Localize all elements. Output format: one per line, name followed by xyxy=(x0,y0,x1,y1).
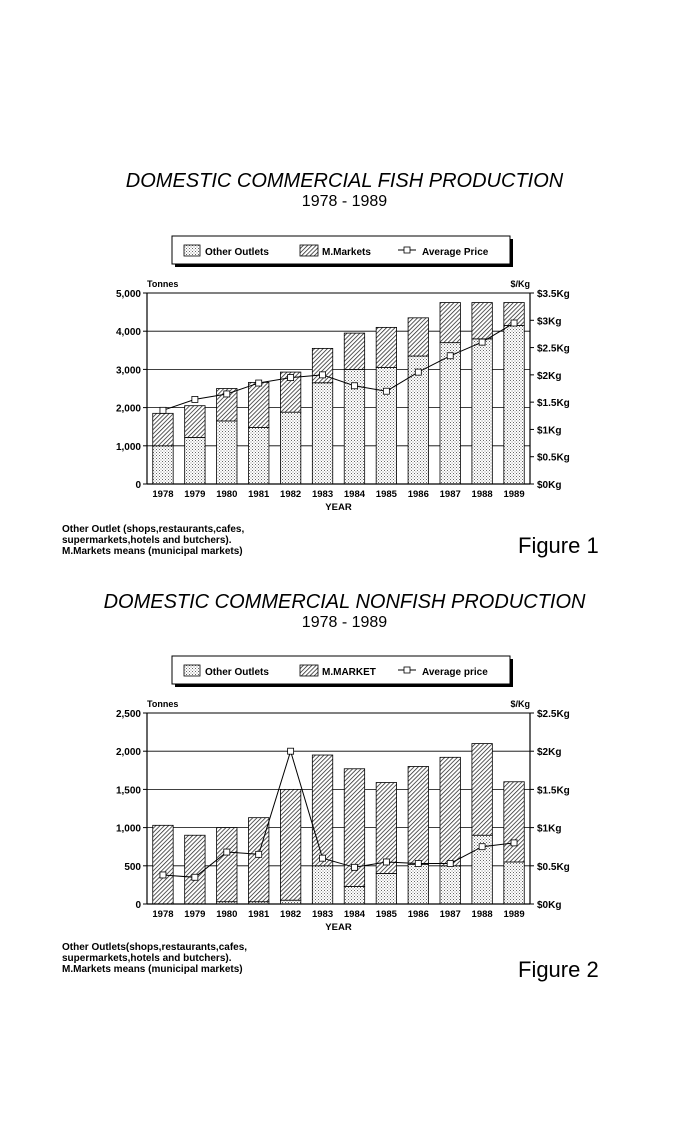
chart2-subtitle: 1978 - 1989 xyxy=(301,614,388,631)
bar-municipal-markets xyxy=(472,744,492,836)
bar-municipal-markets xyxy=(408,318,428,356)
bar-other-outlets xyxy=(440,866,460,904)
legend-swatch-markets xyxy=(300,245,318,256)
x-tick-label: 1985 xyxy=(375,489,397,500)
y-tick-label: 500 xyxy=(124,861,141,873)
price-point xyxy=(351,383,357,389)
price-point xyxy=(383,859,389,865)
bar-municipal-markets xyxy=(472,303,492,339)
price-point xyxy=(288,375,294,381)
bar-other-outlets xyxy=(408,864,428,904)
bar-municipal-markets xyxy=(344,333,364,369)
chart1-subtitle: 1978 - 1989 xyxy=(301,193,388,210)
bar-municipal-markets xyxy=(153,413,173,445)
bar-other-outlets xyxy=(376,873,396,904)
price-point xyxy=(160,407,166,413)
y-axis-title: Tonnes xyxy=(147,279,179,289)
bar-other-outlets xyxy=(312,383,332,484)
x-tick-label: 1985 xyxy=(375,909,397,920)
price-point xyxy=(224,391,230,397)
bar-municipal-markets xyxy=(185,835,205,904)
chart2-note-line: supermarkets,hotels and butchers). xyxy=(62,953,232,964)
legend-label-other: Other Outlets xyxy=(205,247,269,258)
price-point xyxy=(256,851,262,857)
x-tick-label: 1984 xyxy=(343,909,366,920)
chart2-note-line: Other Outlets(shops,restaurants,cafes, xyxy=(62,942,248,953)
price-line xyxy=(163,323,514,410)
y-tick-label: 4,000 xyxy=(115,327,141,339)
bar-municipal-markets xyxy=(440,303,460,343)
y2-tick-label: $0Kg xyxy=(537,480,562,491)
legend-label-other: Other Outlets xyxy=(205,667,269,678)
figure2-label: Figure 2 xyxy=(518,957,599,982)
x-tick-label: 1982 xyxy=(280,909,302,920)
x-tick-label: 1989 xyxy=(503,909,525,920)
price-point xyxy=(511,320,517,326)
x-tick-label: 1983 xyxy=(311,489,334,500)
chart1-note-line: supermarkets,hotels and butchers). xyxy=(62,535,232,546)
x-tick-label: 1982 xyxy=(280,489,302,500)
y2-tick-label: $0Kg xyxy=(537,900,562,911)
y-tick-label: 2,000 xyxy=(115,747,141,759)
legend-marker-price xyxy=(404,667,410,673)
x-tick-label: 1986 xyxy=(407,489,429,500)
bar-municipal-markets xyxy=(185,406,205,438)
bar-municipal-markets xyxy=(376,327,396,367)
y-tick-label: 1,000 xyxy=(115,441,141,453)
figure1-label: Figure 1 xyxy=(518,533,599,558)
y2-tick-label: $1Kg xyxy=(537,425,562,437)
price-point xyxy=(160,872,166,878)
x-tick-label: 1979 xyxy=(184,909,206,920)
price-point xyxy=(479,844,485,850)
bar-municipal-markets xyxy=(312,755,332,866)
y2-axis-title: $/Kg xyxy=(510,279,530,289)
y-tick-label: 1,500 xyxy=(115,785,141,797)
chart1-title: DOMESTIC COMMERCIAL FISH PRODUCTION xyxy=(125,170,564,192)
bar-other-outlets xyxy=(153,446,173,484)
bar-other-outlets xyxy=(504,862,524,904)
x-tick-label: 1980 xyxy=(216,489,238,500)
y2-tick-label: $2.5Kg xyxy=(537,709,570,720)
x-tick-label: 1978 xyxy=(152,909,174,920)
bar-other-outlets xyxy=(376,367,396,484)
y-tick-label: 3,000 xyxy=(115,365,141,377)
price-point xyxy=(224,849,230,855)
legend-swatch-other xyxy=(184,665,200,676)
price-point xyxy=(192,396,198,402)
y-tick-label: 0 xyxy=(135,900,141,911)
bar-other-outlets xyxy=(440,343,460,484)
price-point xyxy=(447,353,453,359)
y-axis-title: Tonnes xyxy=(147,699,179,709)
bar-municipal-markets xyxy=(153,825,173,904)
x-tick-label: 1987 xyxy=(439,489,461,500)
x-tick-label: 1978 xyxy=(152,489,174,500)
price-point xyxy=(256,380,262,386)
bar-municipal-markets xyxy=(280,789,300,900)
x-tick-label: 1988 xyxy=(471,489,493,500)
y2-tick-label: $2.5Kg xyxy=(537,343,570,355)
y2-axis-title: $/Kg xyxy=(510,699,530,709)
x-tick-label: 1983 xyxy=(311,909,334,920)
bar-other-outlets xyxy=(217,421,237,484)
y2-tick-label: $3Kg xyxy=(537,316,562,328)
legend-label-markets: M.Markets xyxy=(322,247,371,258)
bar-other-outlets xyxy=(504,325,524,484)
price-line xyxy=(163,751,514,877)
y2-tick-label: $3.5Kg xyxy=(537,289,570,300)
legend-label-markets: M.MARKET xyxy=(322,667,376,678)
x-axis-title: YEAR xyxy=(325,922,352,933)
legend-swatch-markets xyxy=(300,665,318,676)
y-tick-label: 2,500 xyxy=(115,709,141,720)
chart2 xyxy=(0,650,689,940)
x-tick-label: 1981 xyxy=(248,909,270,920)
y-tick-label: 5,000 xyxy=(115,289,141,300)
bar-municipal-markets xyxy=(504,782,524,862)
x-tick-label: 1979 xyxy=(184,489,206,500)
x-tick-label: 1981 xyxy=(248,489,270,500)
price-point xyxy=(351,864,357,870)
y2-tick-label: $0.5Kg xyxy=(537,861,570,873)
price-point xyxy=(320,855,326,861)
bar-municipal-markets xyxy=(217,828,237,902)
legend-label-price: Average price xyxy=(422,667,488,678)
bar-other-outlets xyxy=(312,866,332,904)
chart1-note-line: M.Markets means (municipal markets) xyxy=(62,546,243,557)
price-point xyxy=(288,748,294,754)
price-point xyxy=(415,369,421,375)
legend-label-price: Average Price xyxy=(422,247,489,258)
chart1 xyxy=(0,230,689,520)
price-point xyxy=(415,861,421,867)
chart2-title: DOMESTIC COMMERCIAL NONFISH PRODUCTION xyxy=(103,591,586,613)
y2-tick-label: $1.5Kg xyxy=(537,785,570,797)
bar-municipal-markets xyxy=(248,382,268,427)
price-point xyxy=(192,874,198,880)
price-point xyxy=(479,339,485,345)
price-point xyxy=(320,372,326,378)
x-tick-label: 1984 xyxy=(343,489,366,500)
chart1-note xyxy=(62,524,244,557)
bar-municipal-markets xyxy=(440,757,460,865)
price-point xyxy=(383,388,389,394)
bar-municipal-markets xyxy=(408,766,428,864)
chart2-note-line: M.Markets means (municipal markets) xyxy=(62,964,243,975)
price-point xyxy=(511,840,517,846)
price-point xyxy=(447,861,453,867)
bar-other-outlets xyxy=(248,427,268,484)
y2-tick-label: $2Kg xyxy=(537,370,562,382)
chart1-note-line: Other Outlet (shops,restaurants,cafes, xyxy=(62,524,245,535)
x-tick-label: 1987 xyxy=(439,909,461,920)
y2-tick-label: $1Kg xyxy=(537,823,562,835)
legend-swatch-other xyxy=(184,245,200,256)
legend-marker-price xyxy=(404,247,410,253)
y2-tick-label: $0.5Kg xyxy=(537,452,570,464)
x-tick-label: 1988 xyxy=(471,909,493,920)
x-tick-label: 1980 xyxy=(216,909,238,920)
bar-other-outlets xyxy=(280,412,300,484)
y-tick-label: 2,000 xyxy=(115,403,141,415)
x-tick-label: 1986 xyxy=(407,909,429,920)
y-tick-label: 1,000 xyxy=(115,823,141,835)
x-axis-title: YEAR xyxy=(325,502,352,513)
y2-tick-label: $2Kg xyxy=(537,747,562,759)
y-tick-label: 0 xyxy=(135,480,141,491)
y2-tick-label: $1.5Kg xyxy=(537,398,570,410)
x-tick-label: 1989 xyxy=(503,489,525,500)
chart2-note xyxy=(62,942,247,975)
bar-other-outlets xyxy=(472,339,492,484)
bar-other-outlets xyxy=(344,886,364,904)
bar-other-outlets xyxy=(185,437,205,484)
